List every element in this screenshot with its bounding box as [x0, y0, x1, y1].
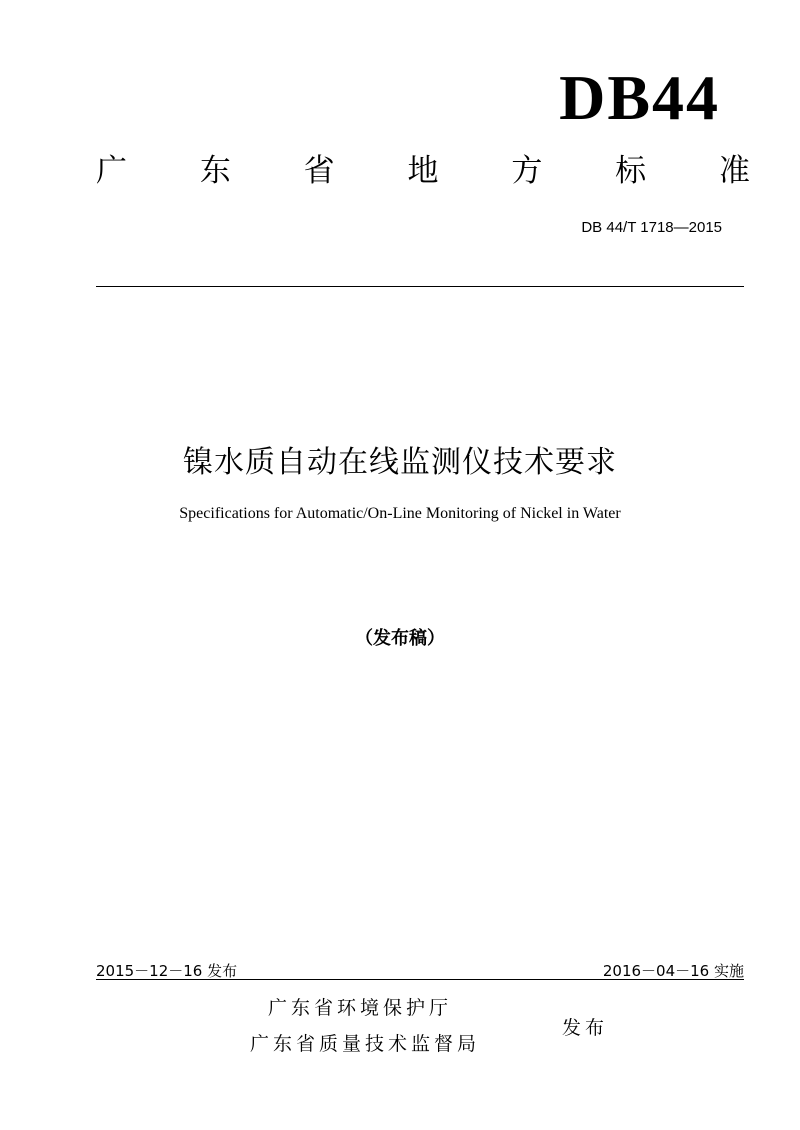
standard-type-char: 东	[199, 153, 231, 189]
document-title-chinese: 镍水质自动在线监测仪技术要求	[183, 445, 617, 480]
header-divider	[96, 286, 744, 287]
standard-type-row	[96, 153, 750, 189]
issuer-agency-environment: 广东省环境保护厅	[268, 997, 453, 1019]
footer-divider	[96, 979, 744, 980]
standard-type-char: 广	[96, 153, 127, 189]
standard-type-char: 方	[511, 153, 543, 189]
standard-type-char: 标	[615, 153, 647, 189]
standard-type-char: 地	[407, 153, 439, 189]
issuer-agency-quality: 广东省质量技术监督局	[250, 1033, 481, 1055]
standard-number: DB 44/T 1718—2015	[581, 219, 722, 236]
release-date: 2015－12－16 发布	[96, 962, 238, 980]
issue-action: 发布	[562, 1017, 609, 1039]
document-title-english: Specifications for Automatic/On-Line Monitoring of Nickel in Water	[179, 505, 621, 522]
document-status: （发布稿）	[355, 628, 445, 649]
standard-code: DB44	[559, 62, 720, 133]
standard-type-char: 准	[718, 153, 750, 189]
implementation-date: 2016－04－16 实施	[602, 962, 744, 980]
standard-type-char: 省	[303, 153, 335, 189]
